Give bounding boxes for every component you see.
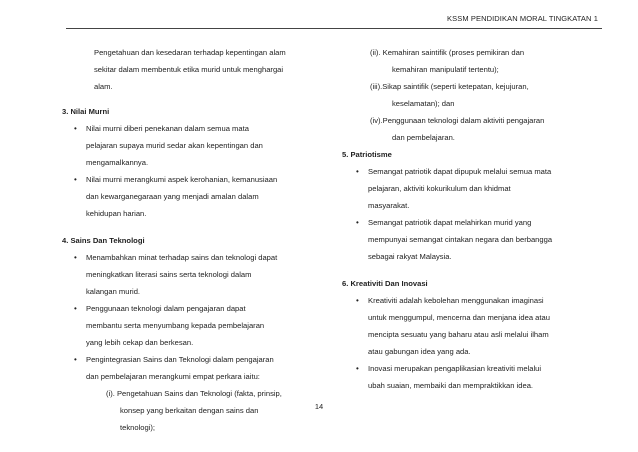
page-number: 14 <box>314 402 324 411</box>
list-item-line: masyarakat. <box>368 201 410 210</box>
page-header-title: KSSM PENDIDIKAN MORAL TINGKATAN 1 <box>447 14 598 23</box>
list-item-line: mengamalkannya. <box>86 158 149 167</box>
list-item-line: sebagai rakyat Malaysia. <box>368 252 452 261</box>
list-item-line: • Inovasi merupakan pengaplikasian kreativiti melalui <box>368 360 594 377</box>
sub-item-line: dan pembelajaran. <box>392 133 455 142</box>
sub-item-line: (i). Pengetahuan Sains dan Teknologi (fakta, prinsip, <box>106 389 282 398</box>
section-heading-kreativiti-inovasi: 6. Kreativiti Dan Inovasi <box>342 279 428 288</box>
list-item-line: • Kreativiti adalah kebolehan menggunakan imaginasi <box>368 292 594 309</box>
intro-line: alam. <box>94 82 113 91</box>
list-item-line: mempunyai semangat cintakan negara dan berbangga <box>368 235 553 244</box>
intro-line: Pengetahuan dan kesedaran terhadap kepentingan alam <box>94 48 286 57</box>
section-heading-patriotisme: 5. Patriotisme <box>342 150 392 159</box>
left-column <box>64 44 314 436</box>
list-item-line: • Nilai murni diberi penekanan dalam semua mata <box>86 120 314 137</box>
list-item-line: mencipta sesuatu yang baharu atau asli melalui ilham <box>368 330 549 339</box>
list-item-line: dan pembelajaran merangkumi empat perkara iaitu: <box>86 372 260 381</box>
list-item-line: dan kewarganegaraan yang menjadi amalan dalam <box>86 192 259 201</box>
section-heading-nilai-murni: 3. Nilai Murni <box>62 107 110 116</box>
list-item-line: ubah suaian, membaiki dan mempraktikkan idea. <box>368 381 534 390</box>
list-item-line: yang lebih cekap dan berkesan. <box>86 338 194 347</box>
header-rule <box>66 28 602 29</box>
list-item-line: • Penggunaan teknologi dalam pengajaran dapat <box>86 300 314 317</box>
list-item-line: pelajaran supaya murid sedar akan kepentingan dan <box>86 141 263 150</box>
sub-item-line: kemahiran manipulatif tertentu); <box>392 65 499 74</box>
sub-item-line: (iv).Penggunaan teknologi dalam aktiviti pengajaran <box>370 116 545 125</box>
list-item-line: kalangan murid. <box>86 287 141 296</box>
list-item-line: • Semangat patriotik dapat melahirkan murid yang <box>368 214 594 231</box>
list-item-line: • Semangat patriotik dapat dipupuk melalui semua mata <box>368 163 594 180</box>
sub-item-line: (iii).Sikap saintifik (seperti ketepatan, kejujuran, <box>370 82 529 91</box>
list-item-line: • Menambahkan minat terhadap sains dan teknologi dapat <box>86 249 314 266</box>
list-item-line: • Nilai murni merangkumi aspek kerohanian, kemanusiaan <box>86 171 314 188</box>
sub-item-line: teknologi); <box>120 423 156 432</box>
list-item-line: atau gabungan idea yang ada. <box>368 347 471 356</box>
sub-item-line: (ii). Kemahiran saintifik (proses pemikiran dan <box>370 48 525 57</box>
intro-line: sekitar dalam membentuk etika murid untuk menghargai <box>94 65 284 74</box>
list-item-line: meningkatkan literasi sains serta teknologi dalam <box>86 270 252 279</box>
sub-item-line: keselamatan); dan <box>392 99 455 108</box>
right-column <box>342 44 594 394</box>
list-item-line: kehidupan harian. <box>86 209 147 218</box>
sub-item-line: konsep yang berkaitan dengan sains dan <box>120 406 259 415</box>
section-heading-sains-teknologi: 4. Sains Dan Teknologi <box>62 236 145 245</box>
list-item-line: • Pengintegrasian Sains dan Teknologi dalam pengajaran <box>86 351 314 368</box>
list-item-line: untuk menggumpul, mencerna dan menjana idea atau <box>368 313 550 322</box>
list-item-line: pelajaran, aktiviti kokurikulum dan khidmat <box>368 184 511 193</box>
list-item-line: membantu serta menyumbang kepada pembelajaran <box>86 321 265 330</box>
